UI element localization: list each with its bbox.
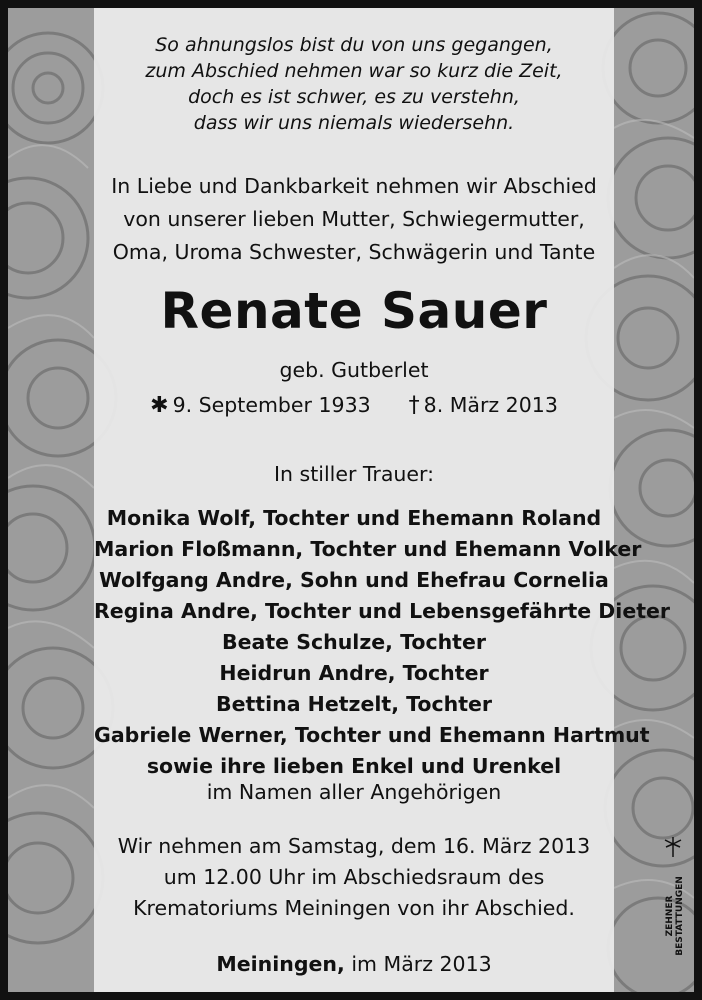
- mourners-heading: In stiller Trauer:: [274, 462, 434, 486]
- poem-line: So ahnungslos bist du von uns gegangen,: [155, 34, 553, 56]
- intro-line: Oma, Uroma Schwester, Schwägerin und Tante: [112, 240, 596, 264]
- mourner-line: Marion Floßmann, Tochter und Ehemann Volker: [94, 537, 642, 561]
- logo-line2: BESTATTUNGEN: [675, 876, 685, 956]
- birth-name: geb. Gutberlet: [279, 358, 429, 382]
- death-cross-icon: †: [408, 393, 420, 418]
- undertaker-logo: [658, 836, 688, 986]
- life-dates: [94, 393, 614, 418]
- mourner-line: Regina Andre, Tochter und Lebensgefährte Dieter: [94, 599, 671, 623]
- ceremony-line: um 12.00 Uhr im Abschiedsraum des: [163, 865, 545, 889]
- birth-star-icon: ✱: [150, 393, 169, 418]
- intro-line: In Liebe und Dankbarkeit nehmen wir Abschied: [111, 174, 597, 198]
- place-date: [94, 952, 614, 976]
- mourner-line: Bettina Hetzelt, Tochter: [215, 692, 493, 716]
- mourner-line: sowie ihre lieben Enkel und Urenkel: [146, 754, 562, 778]
- logo-line1: ZEHNER: [665, 895, 675, 937]
- ceremony-line: Krematoriums Meiningen von ihr Abschied.: [133, 896, 575, 920]
- mourner-line: Heidrun Andre, Tochter: [219, 661, 489, 685]
- poem-line: zum Abschied nehmen war so kurz die Zeit,: [145, 60, 563, 82]
- mourner-line: Monika Wolf, Tochter und Ehemann Roland: [106, 506, 602, 530]
- birth-date: 9. September 1933: [172, 393, 371, 417]
- footer-date: im März 2013: [351, 952, 492, 976]
- mourner-line: Gabriele Werner, Tochter und Ehemann Hartmut: [94, 723, 650, 747]
- deceased-name: Renate Sauer: [160, 282, 548, 340]
- poem-line: dass wir uns niemals wiedersehn.: [193, 112, 515, 134]
- mourner-line: Beate Schulze, Tochter: [222, 630, 486, 654]
- poem-line: doch es ist schwer, es zu verstehn,: [188, 86, 520, 108]
- logo-text: [665, 841, 685, 991]
- relatives-line: im Namen aller Angehörigen: [206, 780, 502, 804]
- intro-line: von unserer lieben Mutter, Schwiegermutter,: [123, 207, 585, 231]
- ceremony-line: Wir nehmen am Samstag, dem 16. März 2013: [117, 834, 591, 858]
- footer-place: Meiningen,: [216, 952, 345, 976]
- death-date: 8. März 2013: [423, 393, 558, 417]
- mourner-line: Wolfgang Andre, Sohn und Ehefrau Cornelia: [99, 568, 609, 592]
